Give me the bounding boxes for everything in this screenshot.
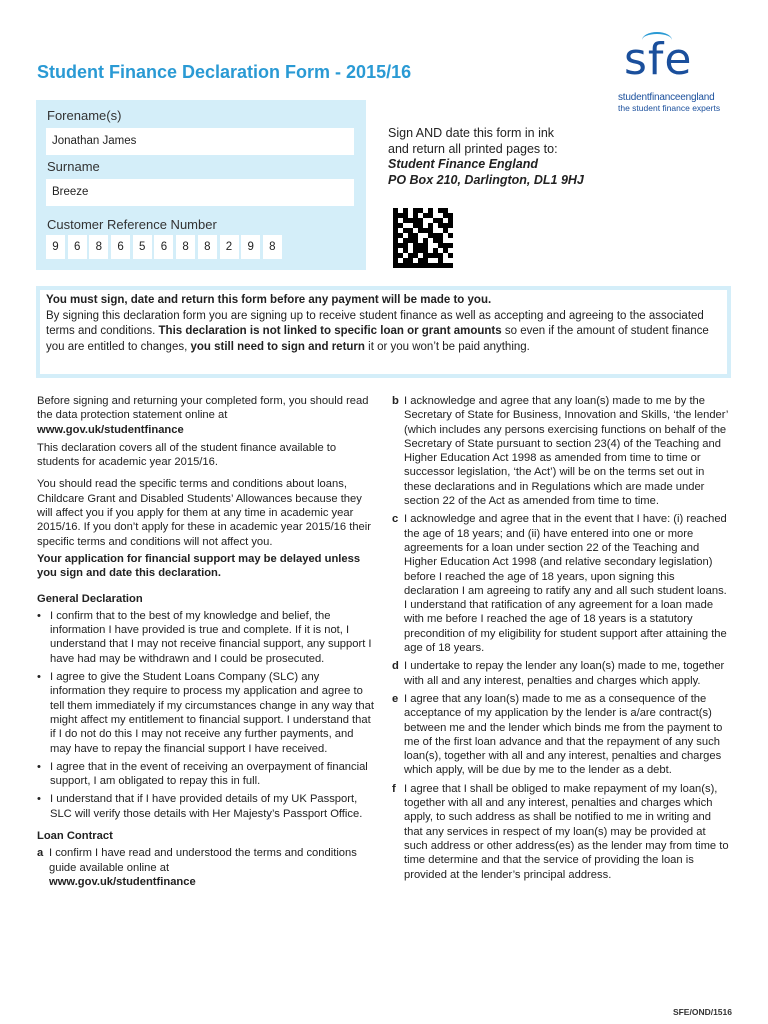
list-item [392,782,732,882]
crn-digit[interactable]: 6 [111,235,130,259]
item-letter: f [392,782,396,795]
notice-box [36,286,731,378]
notice-text-2: This declaration is not linked to specific loan or grant amounts [158,325,502,337]
item-text: I agree that any loan(s) made to me as a consequence of the acceptance of my application by the lender is a/are contract(s) between me and the lender which binds me from the payment to me of the first loan advance and that the repayment of any such loan(s), together with all and any interest, penalties and charges which apply, will be due by me to the lender as a debt. [404,692,723,777]
crn-digit[interactable]: 9 [241,235,260,259]
address-line-1: Student Finance England [388,157,539,171]
item-letter: a [37,847,44,860]
list-item [392,692,732,778]
sign-instructions [388,126,584,188]
left-column [37,394,375,889]
forename-field[interactable]: Jonathan James [46,128,354,155]
sfe-logo [618,34,738,113]
address-line-2: PO Box 210, Darlington, DL1 9HJ [388,172,584,187]
logo-tagline: the student finance experts [618,103,721,113]
item-text: I acknowledge and agree that in the event that I have: (i) reached the age of 18 years; and (ii) have entered into one or more agreements for a loan under section 22 of the Teaching and Higher Education Act 1998 (and relative secondary legislation) before I reached the age of 18 years, upon signing this declaration I am agreeing to ratify any and all such student loans. I understand that ratification of any agreement for a loan made with me before I reached the age of 18 years is a statutory precondition of my eligibility for student support after attaining the age of 18 years. [404,513,727,655]
list-item [392,659,732,688]
intro-3: You should read the specific terms and conditions about loans, Childcare Grant and Disabled Students’ Allowances because they will affect you if you apply for them at any time in academic year 2015/16. If you don’t apply for these in academic year 2015/16 their specific terms and conditions will not affect you. [37,478,371,548]
bullet-text: I agree that in the event of receiving an overpayment of financial support, I am obligated to repay this in full. [50,760,368,788]
notice-text-5: it or you won’t be paid anything. [364,340,530,353]
details-box [36,100,366,270]
bullet-text: I confirm that to the best of my knowledge and belief, the information I have provided is true and complete. If it is not, I understand that I may not receive financial support, any support I have had may be withdrawn and I could be prosecuted. [50,609,372,665]
list-item: • I confirm that to the best of my knowledge and belief, the information I have provided is true and complete. If it is not, I understand that I may not receive financial support, any support I have had may be withdrawn and I could be prosecuted. [37,609,372,665]
item-text: I undertake to repay the lender any loan(s) made to me, together with all and any interest, penalties and charges which apply. [404,660,725,687]
delay-warning: Your application for financial support may be delayed unless you sign and date this declaration. [37,552,361,580]
crn-digit[interactable]: 8 [198,235,217,259]
crn-label: Customer Reference Number [47,217,217,232]
logo-name: studentfinanceengland [618,92,715,103]
item-letter: d [392,660,399,673]
item-letter: c [392,513,399,526]
crn-digit[interactable]: 6 [154,235,173,259]
right-column [392,394,732,882]
list-item: • I understand that if I have provided details of my UK Passport, SLC will verify those details with Her Majesty’s Passport Office. [37,793,363,820]
sign-line-2: and return all printed pages to: [388,141,558,156]
notice-body [46,309,721,356]
intro-1: Before signing and returning your completed form, you should read the data protection statement online at [37,395,369,422]
general-declaration-heading: General Declaration [37,592,143,605]
page-title: Student Finance Declaration Form - 2015/16 [37,62,412,82]
crn-digit[interactable]: 8 [89,235,108,259]
sign-line-1: Sign AND date this form in ink [388,126,555,140]
item-letter: e [392,692,399,705]
list-item: • I agree to give the Student Loans Company (SLC) any information they require to process my application and agree to tell them immediately if my circumstances change in any way that might affect my entitlement to financial support. I understand that if I do not do this I may not receive any further payments, and may have to repay the financial support I have received. [37,671,374,755]
list-item [37,846,375,889]
crn-digit[interactable]: 5 [133,235,152,259]
list-item: • I agree that in the event of receiving an overpayment of financial support, I am obligated to repay this in full. [37,760,368,788]
crn-digit[interactable]: 9 [46,235,65,259]
terms-guide-link[interactable]: www.gov.uk/studentfinance [49,875,196,888]
list-item [392,394,732,508]
loan-contract-heading: Loan Contract [37,830,113,843]
logo-mark: sfe [624,34,693,85]
bullet-text: I understand that if I have provided details of my UK Passport, SLC will verify those details with Her Majesty’s Passport Office. [50,793,363,820]
forename-label: Forename(s) [47,108,122,123]
item-text: I confirm I have read and understood the terms and conditions guide available online at [49,847,357,874]
notice-text-3: so even if the amount of student finance you are entitled to changes, [46,325,709,353]
item-text: I acknowledge and agree that any loan(s) made to me by the Secretary of State for Business, Innovation and Skills, ‘the lender’ (which includes any persons exercising functions on behalf of the Secretary of State pursuant to section 23(4) of the Teaching and Higher Education Act 1998 as amended from time to time or successor legislation, ‘the Act’) will be on the terms set out in these declarations and in Regulations which are made under section 22 of the Act as amended from time to time. [404,395,728,508]
notice-text-4: you still need to sign and return [190,340,365,353]
surname-field[interactable]: Breeze [46,179,354,206]
crn-digit[interactable]: 2 [220,235,239,259]
form-code: SFE/OND/1516 [672,1007,732,1017]
notice-heading: You must sign, date and return this form before any payment will be made to you. [46,294,492,306]
barcode-icon [393,208,453,268]
surname-label: Surname [47,159,100,174]
crn-digit[interactable]: 8 [263,235,282,259]
item-letter: b [392,395,399,407]
crn-digit[interactable]: 8 [176,235,195,259]
notice-text-1: By signing this declaration form you are signing up to receive student finance as well as accepting and agreeing to the associated terms and conditions. [46,309,704,337]
crn-digit[interactable]: 6 [68,235,87,259]
data-protection-link[interactable]: www.gov.uk/studentfinance [37,423,184,436]
bullet-text: I agree to give the Student Loans Company (SLC) any information they require to process my application and agree to tell them immediately if my circumstances change in any way that might affect my entitlement to financial support. I understand that if I do not do this I may not receive any further payments, and may have to repay the financial support I have received. [50,671,374,755]
crn-field[interactable] [46,235,285,259]
list-item [392,512,732,655]
item-text: I agree that I shall be obliged to make repayment of my loan(s), together with all and any interest, penalties and charges which apply, to such address as shall be notified to me in writing and that any services in respect of my loan(s) may be provided at such address or other address(es) as the lender may from time to time determine and that the service of providing the loan is provided at the lender’s principal address. [404,782,729,881]
intro-2: This declaration covers all of the student finance available to students for academic year 2015/16. [37,441,337,469]
logo-arc-icon [642,32,672,48]
